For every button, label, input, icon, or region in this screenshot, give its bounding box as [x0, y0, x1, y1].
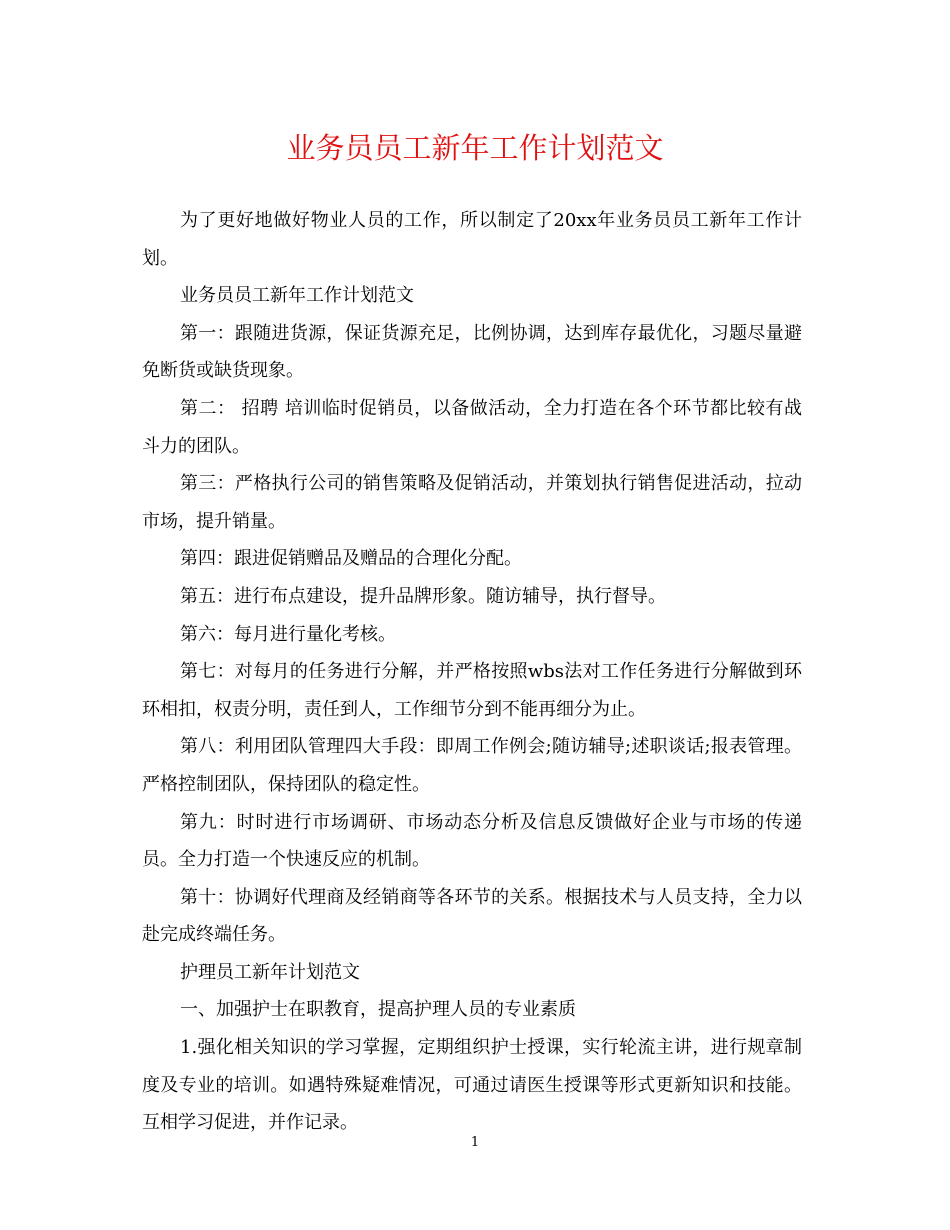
- plan-item-7: 第七：对每月的任务进行分解，并严格按照wbs法对工作任务进行分解做到环环相扣，权责分明，责任到人，工作细节分到不能再细分为止。: [142, 661, 802, 720]
- page-number: 1: [470, 1135, 480, 1150]
- plan-item-3: 第三：严格执行公司的销售策略及促销活动，并策划执行销售促进活动，拉动市场，提升销量。: [142, 473, 802, 532]
- plan-item-6: 第六：每月进行量化考核。: [180, 623, 396, 645]
- document-body: [142, 202, 802, 1142]
- nursing-subheading-1: 一、加强护士在职教育，提高护理人员的专业素质: [180, 999, 576, 1021]
- plan-item-10: 第十：协调好代理商及经销商等各环节的关系。根据技术与人员支持，全力以赴完成终端任务。: [142, 886, 802, 946]
- document-title: 业务员员工新年工作计划范文: [286, 131, 664, 165]
- plan-item-2: 第二： 招聘 培训临时促销员，以备做活动，全力打造在各个环节都比较有战斗力的团队。: [142, 397, 802, 457]
- section-heading-nursing-plan: 护理员工新年计划范文: [180, 961, 360, 983]
- plan-item-8: 第八：利用团队管理四大手段：即周工作例会;随访辅导;述职谈话;报表管理。严格控制团队，保持团队的稳定性。: [142, 736, 802, 795]
- section-heading-sales-plan: 业务员员工新年工作计划范文: [180, 285, 414, 307]
- nursing-item-1: 1.强化相关知识的学习掌握，定期组织护士授课，实行轮流主讲，进行规章制度及专业的培训。如遇特殊疑难情况，可通过请医生授课等形式更新知识和技能。互相学习促进，并作记录。: [142, 1037, 802, 1134]
- intro-paragraph: 为了更好地做好物业人员的工作，所以制定了20xx年业务员员工新年工作计划。: [142, 210, 802, 269]
- plan-item-4: 第四：跟进促销赠品及赠品的合理化分配。: [180, 548, 522, 570]
- plan-item-5: 第五：进行布点建设，提升品牌形象。随访辅导，执行督导。: [180, 585, 666, 607]
- plan-item-9: 第九：时时进行市场调研、市场动态分析及信息反馈做好企业与市场的传递员。全力打造一个快速反应的机制。: [142, 811, 802, 871]
- plan-item-1: 第一：跟随进货源，保证货源充足，比例协调，达到库存最优化，习题尽量避免断货或缺货现象。: [142, 322, 802, 382]
